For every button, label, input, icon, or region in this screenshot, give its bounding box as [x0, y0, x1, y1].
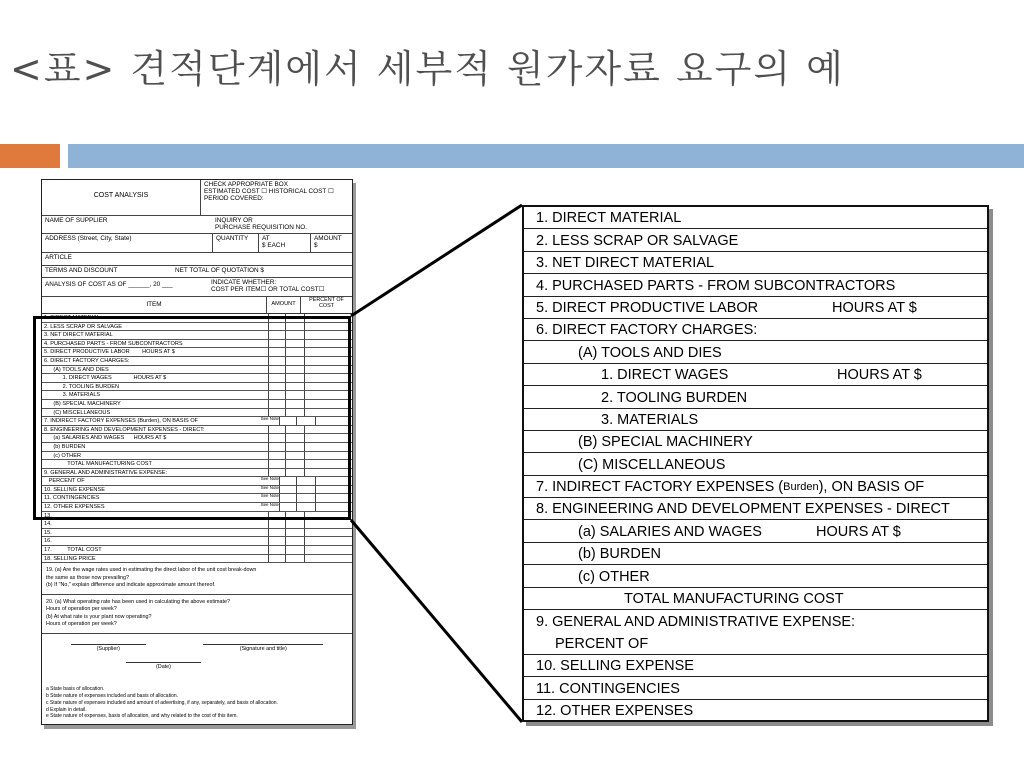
address-label: ADDRESS (Street, City, State) [45, 235, 132, 242]
zoom-row: PERCENT OF [524, 632, 987, 654]
question-19b: (b) If "No," explain difference and indicate approximate amount thereof. [46, 581, 216, 588]
form-item-label: 15. [44, 529, 52, 536]
footnote-c: c State nature of expenses included and amount of advertising, if any, separately, and basis of allocation. [46, 699, 278, 706]
question-20b-cont: Hours of operation per week? [46, 621, 117, 627]
connector-line-bottom [351, 520, 522, 722]
purchase-req-label: PURCHASE REQUISITION NO. [215, 224, 307, 232]
net-total-label: NET TOTAL OF QUOTATION $ [175, 267, 264, 274]
form-item-row [42, 555, 352, 564]
zoom-row: 11. CONTINGENCIES [524, 677, 987, 699]
zoom-row: 3. NET DIRECT MATERIAL [524, 252, 987, 274]
zoom-row: 1. DIRECT MATERIAL [524, 207, 987, 229]
form-item-label: 6. DIRECT FACTORY CHARGES: [44, 357, 130, 364]
footnote-b: b State nature of expenses included and basis of allocation. [46, 693, 179, 699]
form-item-label: 17. TOTAL COST [44, 547, 102, 554]
quantity-label: QUANTITY [212, 234, 258, 252]
zoom-row: (b) BURDEN [524, 543, 987, 565]
form-item-label: 16. [44, 538, 52, 545]
zoom-row: 5. DIRECT PRODUCTIVE LABOR HOURS AT $ [524, 297, 987, 319]
form-item-cell [268, 529, 285, 537]
footnote-e: e State nature of expenses, basis of allocation, and why related to the cost of this item. [46, 713, 238, 720]
form-item-label: 14. [44, 521, 52, 528]
question-20a-cont: Hours of operation per week? [46, 606, 117, 613]
form-item-label: 5. DIRECT PRODUCTIVE LABOR HOURS AT $ [44, 349, 175, 356]
zoom-row: TOTAL MANUFACTURING COST [524, 588, 987, 610]
form-item-cell [268, 555, 285, 563]
zoom-row: (A) TOOLS AND DIES [524, 341, 987, 363]
form-item-row [42, 520, 352, 529]
question-19a-cont: the same as those now prevailing? [46, 574, 130, 581]
hours-at-label: HOURS AT $ [832, 299, 917, 316]
amount-column-header: AMOUNT [266, 297, 300, 313]
zoom-row: 7. INDIRECT FACTORY EXPENSES ( Burden ), ON BASIS OF [524, 476, 987, 498]
form-item-label: (B) SPECIAL MACHINERY [44, 400, 121, 407]
form-item-label: 2. LESS SCRAP OR SALVAGE [44, 323, 123, 330]
see-note-label: See Note [260, 484, 279, 490]
supplier-label: NAME OF SUPPLIER [45, 217, 108, 224]
form-item-cell [268, 537, 285, 545]
analysis-date-label: ANALYSIS OF COST AS OF ______, 20 ___ [45, 281, 173, 288]
questions-block-20 [42, 595, 352, 634]
form-item-label: 4. PURCHASED PARTS - FROM SUBCONTRACTORS [44, 340, 183, 347]
date-line: (Date) [126, 662, 201, 670]
zoom-row: 8. ENGINEERING AND DEVELOPMENT EXPENSES - DIRECT [524, 498, 987, 520]
at-label: AT [262, 235, 270, 242]
accent-bar-blue [68, 144, 1024, 168]
form-item-label: 8. ENGINEERING AND DEVELOPMENT EXPENSES - DIRECT: [44, 426, 205, 433]
form-item-cell [304, 555, 341, 563]
zoom-row: 2. LESS SCRAP OR SALVAGE [524, 229, 987, 251]
form-item-cell [285, 529, 304, 537]
form-item-label: 12. OTHER EXPENSES [44, 504, 105, 511]
signature-block [42, 644, 352, 652]
question-19a: 19. (a) Are the wage rates used in estimating the direct labor of the unit cost break-down [46, 567, 257, 574]
zoom-row: (a) SALARIES AND WAGES HOURS AT $ [524, 520, 987, 542]
form-item-cell [304, 546, 341, 554]
highlight-box [33, 316, 351, 520]
zoom-row: (B) SPECIAL MACHINERY [524, 431, 987, 453]
zoom-row: 4. PURCHASED PARTS - FROM SUBCONTRACTORS [524, 274, 987, 296]
terms-label: TERMS AND DISCOUNT [45, 267, 118, 274]
form-item-cell [285, 537, 304, 545]
zoom-row: 10. SELLING EXPENSE [524, 655, 987, 677]
each-label: $ EACH [262, 242, 286, 250]
percent-column-header: PERCENT OF COST [300, 297, 352, 313]
article-label: ARTICLE [45, 254, 72, 261]
zoom-row: 12. OTHER EXPENSES [524, 700, 987, 722]
form-item-label: (b) BURDEN [44, 443, 86, 450]
form-item-label: (a) SALARIES AND WAGES HOURS AT $ [44, 435, 167, 442]
supplier-line: (Supplier) [71, 644, 146, 652]
zoom-row: 1. DIRECT WAGES HOURS AT $ [524, 364, 987, 386]
footnote-d: d Explain in detail. [46, 706, 87, 713]
zoom-row: 3. MATERIALS [524, 409, 987, 431]
form-title: COST ANALYSIS [93, 192, 149, 199]
form-item-cell [285, 555, 304, 563]
form-item-row [42, 546, 352, 555]
estimated-cost-label: ESTIMATED COST ☐ HISTORICAL COST ☐ [204, 188, 334, 196]
cost-per-item-label: COST PER ITEM☐ OR TOTAL COST☐ [211, 286, 325, 294]
see-note-label: See Note [260, 416, 279, 422]
form-item-cell [304, 529, 341, 537]
form-item-label: 18. SELLING PRICE [44, 555, 96, 562]
form-item-label: (A) TOOLS AND DIES [44, 366, 109, 373]
question-20a: 20. (a) What operating rate has been used in calculating the above estimate? [46, 599, 230, 606]
items-header [42, 297, 352, 314]
indicate-label: INDICATE WHETHER: [211, 279, 277, 286]
hours-at-label: HOURS AT $ [837, 367, 922, 384]
item-column-header: ITEM [146, 301, 162, 308]
form-item-label: (c) OTHER [44, 452, 81, 459]
form-item-label: 1. DIRECT MATERIAL [44, 315, 101, 321]
check-box-label: CHECK APPROPRIATE BOX [204, 181, 289, 188]
form-item-label: 11. CONTINGENCIES [44, 495, 100, 502]
form-item-label: 3. MATERIALS [44, 392, 101, 399]
footnotes [46, 686, 278, 720]
inquiry-label: INQUIRY OR [215, 217, 253, 224]
form-item-cell [285, 546, 304, 554]
see-note-label: See Note [260, 493, 279, 499]
form-item-label: 7. INDIRECT FACTORY EXPENSES (Burden), ON BASIS OF [44, 418, 199, 425]
form-item-label: 3. NET DIRECT MATERIAL [44, 332, 113, 339]
connector-line-top [351, 205, 522, 316]
form-item-label: TOTAL MANUFACTURING COST [44, 461, 152, 468]
zoom-row: (c) OTHER [524, 565, 987, 587]
form-item-label: 2. TOOLING BURDEN [44, 383, 120, 390]
hours-at-label: HOURS AT $ [816, 523, 901, 540]
accent-bar-orange [0, 144, 60, 168]
burden-label: Burden [783, 481, 819, 494]
form-item-cell [304, 537, 341, 545]
questions-block [42, 563, 352, 595]
form-item-row [42, 537, 352, 546]
zoom-row: 6. DIRECT FACTORY CHARGES: [524, 319, 987, 341]
form-item-cell [304, 520, 341, 528]
form-item-label: 13. [44, 512, 52, 519]
zoomed-item-list [522, 205, 989, 722]
form-item-cell [268, 546, 285, 554]
question-20b: (b) At what rate is your plant now operating? [46, 613, 152, 620]
form-item-label: 10. SELLING EXPENSE [44, 486, 105, 493]
zoom-row: 9. GENERAL AND ADMINISTRATIVE EXPENSE: [536, 614, 856, 631]
form-item-label: 9. GENERAL AND ADMINISTRATIVE EXPENSE: [44, 469, 168, 476]
signature-line: (Signature and title) [203, 644, 323, 652]
form-item-row [42, 529, 352, 538]
footnote-a: a State basis of allocation. [46, 686, 105, 693]
form-item-label: 1. DIRECT WAGES HOURS AT $ [44, 375, 167, 382]
form-item-label: PERCENT OF [44, 478, 85, 485]
see-note-label: See Note [260, 502, 279, 508]
amount-label: AMOUNT [314, 235, 342, 242]
form-item-cell [268, 520, 285, 528]
period-covered-label: PERIOD COVERED: [204, 195, 264, 203]
zoom-row: (C) MISCELLANEOUS [524, 453, 987, 475]
form-item-cell [285, 520, 304, 528]
form-item-label: (C) MISCELLANEOUS [44, 409, 111, 416]
slide-title: <표> 견적단계에서 세부적 원가자료 요구의 예 [10, 47, 845, 91]
amount-dollar: $ [314, 242, 318, 250]
zoom-row: 2. TOOLING BURDEN [524, 386, 987, 408]
see-note-label: See Note [260, 476, 279, 482]
